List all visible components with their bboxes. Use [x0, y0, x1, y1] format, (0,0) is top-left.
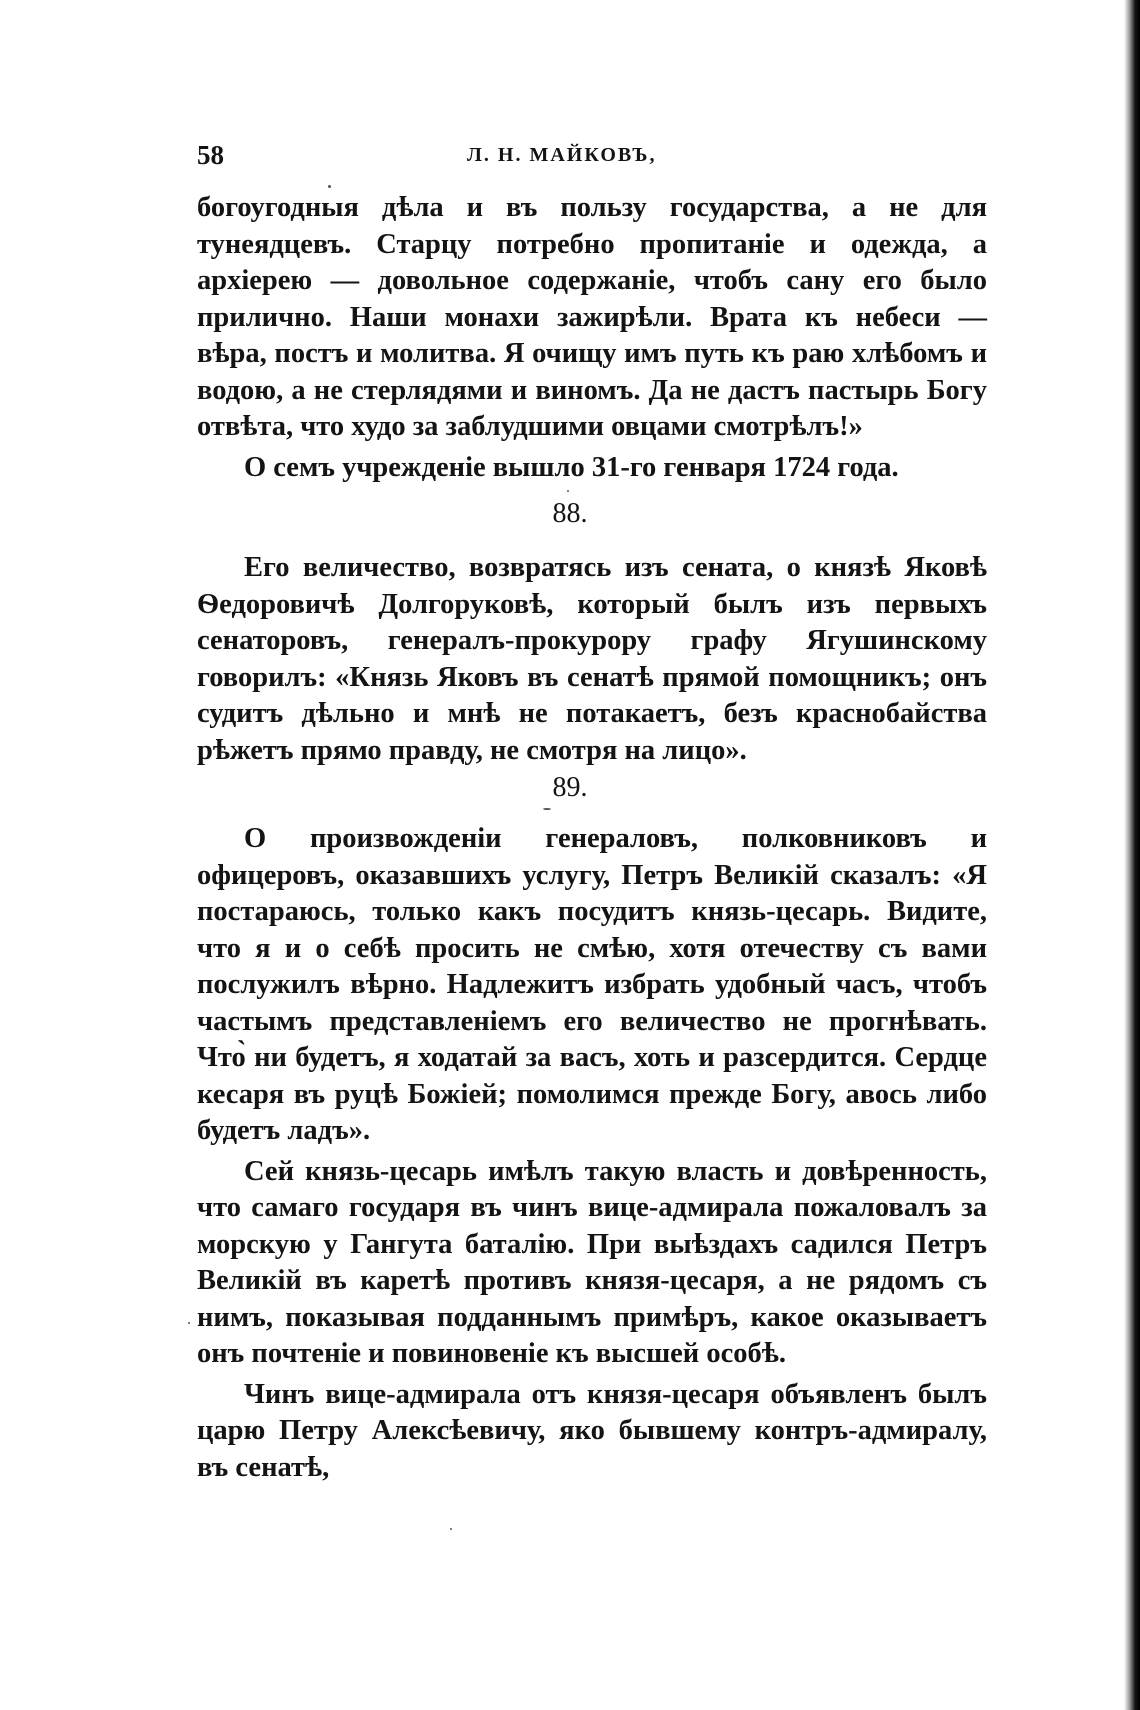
- paragraph-continuation: богоугодныя дѣла и въ пользу государства, а не для тунеядцевъ. Старцу потребно пропитаніе и одежда, а архіерею — довольное содержаніе, чтобъ сану его было прилично. Наши монахи зажирѣли. Врата къ небеси — вѣра, постъ и молитва. Я очищу имъ путь къ раю хлѣбомъ и водою, а не стерлядями и виномъ. Да не дастъ пастырь Богу отвѣта, что худо за заблудшими овцами смотрѣлъ!»: [197, 192, 987, 442]
- section-88-text: [197, 550, 987, 769]
- print-speck: [543, 808, 551, 810]
- print-speck: [450, 1528, 452, 1530]
- print-speck: [567, 490, 569, 492]
- paragraph-89-3: Чинъ вице-адмирала отъ князя-цесаря объявленъ былъ царю Петру Алексѣевичу, яко бывшему контръ-адмиралу, въ сенатѣ,: [197, 1378, 987, 1483]
- paragraph-decree-date: О семъ учрежденіе вышло 31-го генваря 1724 года.: [244, 451, 899, 483]
- running-head: Л. Н. МАЙКОВЪ,: [467, 144, 657, 166]
- paragraph-89-2: Сей князь-цесарь имѣлъ такую власть и довѣренность, что самаго государя въ чинъ вице-адмирала пожаловалъ за морскую у Гангута баталію. При выѣздахъ садился Петръ Великій въ каретѣ противъ князя-цесаря, а не рядомъ съ нимъ, показывая подданнымъ примѣръ, какое оказываетъ онъ почтеніе и повиновеніе къ высшей особѣ.: [197, 1155, 987, 1369]
- section-89-text: [197, 821, 987, 1486]
- paragraph-89-1: О произвожденіи генераловъ, полковниковъ и офицеровъ, оказавшихъ услугу, Петръ Великій сказалъ: «Я постараюсь, только какъ посудитъ князь-цесарь. Видите, что я и о себѣ просить не смѣю, хотя отечеству съ вами послужилъ вѣрно. Надлежитъ избрать удобный часъ, чтобъ частымъ представленіемъ его величество не прогнѣвать. Что̀ ни будетъ, я ходатай за васъ, хоть и разсердится. Сердце кесаря въ руцѣ Божіей; помолимся прежде Богу, авось либо будетъ ладъ».: [197, 823, 987, 1146]
- page-number: 58: [197, 140, 224, 170]
- section-number-89: 89.: [552, 772, 588, 803]
- text-block-continuation: [197, 190, 987, 486]
- page-header: [197, 140, 897, 180]
- print-speck: [328, 185, 331, 188]
- page-edge-shadow: [1124, 0, 1140, 1710]
- print-speck: [188, 1322, 190, 1324]
- section-number-88: 88.: [552, 498, 588, 529]
- paragraph-88-1: Его величество, возвратясь изъ сената, о князѣ Яковѣ Ѳедоровичѣ Долгоруковѣ, который былъ изъ первыхъ сенаторовъ, генералъ-прокурору графу Ягушинскому говорилъ: «Князь Яковъ въ сенатѣ прямой помощникъ; онъ судитъ дѣльно и мнѣ не потакаетъ, безъ краснобайства рѣжетъ прямо правду, не смотря на лицо».: [197, 552, 987, 766]
